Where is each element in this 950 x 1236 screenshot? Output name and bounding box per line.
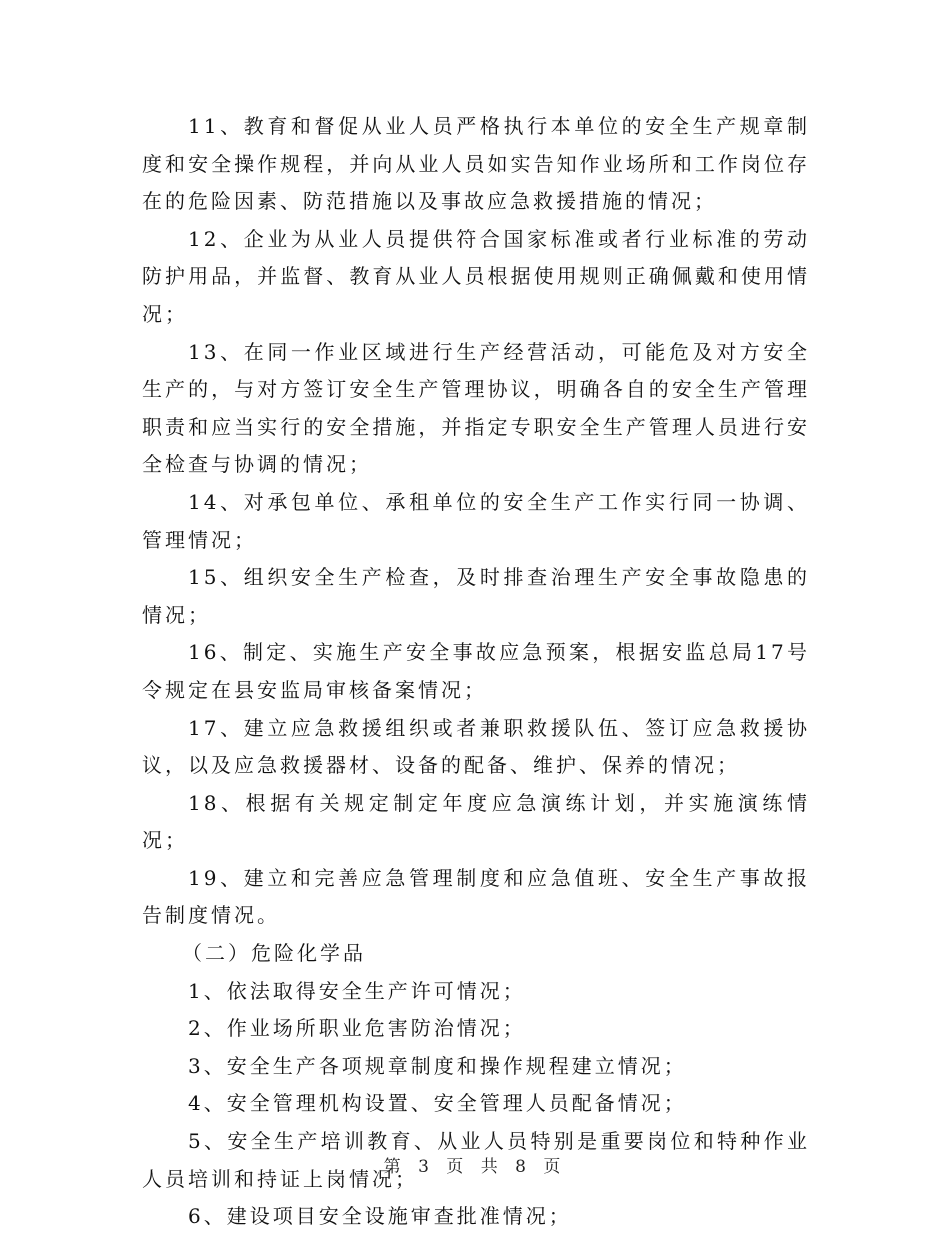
list-item: 1、依法取得安全生产许可情况；: [188, 978, 526, 1003]
list-item: 2、作业场所职业危害防治情况；: [188, 1016, 526, 1041]
list-item: 6、建设项目安全设施审查批准情况；: [188, 1204, 572, 1229]
list-item: 18、根据有关规定制定年度应急演练计划，并实施演练情况；: [142, 790, 810, 853]
list-item: 12、企业为从业人员提供符合国家标准或者行业标准的劳动防护用品，并监督、教育从业人员根据使用规则正确佩戴和使用情况；: [142, 226, 810, 326]
list-item: 13、在同一作业区域进行生产经营活动，可能危及对方安全生产的，与对方签订安全生产管理协议，明确各自的安全生产管理职责和应当实行的安全措施，并指定专职安全生产管理人员进行安全检查与协调的情况；: [142, 339, 810, 477]
list-item: 4、安全管理机构设置、安全管理人员配备情况；: [188, 1091, 687, 1116]
list-item: 5、安全生产培训教育、从业人员特别是重要岗位和特种作业人员培训和持证上岗情况；: [142, 1129, 810, 1191]
list-item: 11、教育和督促从业人员严格执行本单位的安全生产规章制度和安全操作规程，并向从业人员如实告知作业场所和工作岗位存在的危险因素、防范措施以及事故应急救援措施的情况；: [142, 114, 810, 214]
list-item: 16、制定、实施生产安全事故应急预案，根据安监总局17号令规定在县安监局审核备案情况；: [142, 640, 810, 702]
section-heading: （二）危险化学品: [182, 941, 366, 966]
page-number-footer: 第 3 页 共 8 页: [383, 1157, 567, 1177]
list-item: 17、建立应急救援组织或者兼职救援队伍、签订应急救援协议，以及应急救援器材、设备的配备、维护、保养的情况；: [142, 715, 810, 778]
list-item: 15、组织安全生产检查，及时排查治理生产安全事故隐患的情况；: [142, 565, 810, 627]
document-body: [142, 108, 810, 1236]
list-item: 14、对承包单位、承租单位的安全生产工作实行同一协调、管理情况；: [142, 489, 810, 552]
list-item: 3、安全生产各项规章制度和操作规程建立情况；: [188, 1053, 687, 1078]
list-item: 19、建立和完善应急管理制度和应急值班、安全生产事故报告制度情况。: [142, 865, 810, 928]
